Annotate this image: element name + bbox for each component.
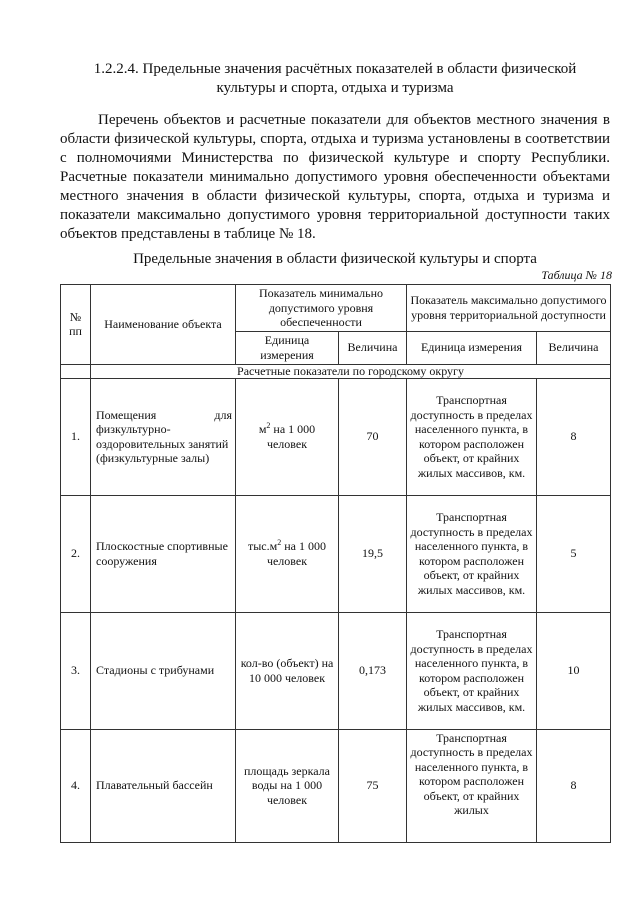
paragraph-line: объектов представлены в таблице № 18. (60, 226, 316, 242)
intro-paragraph (60, 111, 610, 244)
table-number: Таблица № 18 (541, 268, 612, 282)
indicators-table (60, 284, 611, 843)
paragraph-line: области физической культуры, спорта, отдыха и туризма установлены в соответствии (60, 131, 610, 147)
row-value-2: 8 (537, 729, 611, 842)
table-caption: Предельные значения в области физической культуры и спорта (133, 251, 537, 267)
row-name (91, 378, 236, 495)
row-num: 4. (61, 729, 91, 842)
header-value-2: Величина (537, 331, 611, 364)
table-row (61, 729, 611, 842)
row-name-rest: физкультурно-оздоровительных занятий (физкультурные залы) (96, 422, 229, 465)
paragraph-line: Расчетные показатели минимально допустимого уровня обеспеченности объектами (60, 169, 610, 185)
unit-main: м (258, 422, 267, 436)
table-row (61, 612, 611, 729)
unit-superscript: 2 (277, 538, 282, 547)
row-value-1: 75 (339, 729, 407, 842)
heading-line-1: 1.2.2.4. Предельные значения расчётных показателей в области физической (93, 61, 577, 77)
paragraph-line: показатели максимально допустимого уровня территориальной доступности таких (60, 207, 610, 223)
row-value-1: 70 (339, 378, 407, 495)
row-value-2: 8 (537, 378, 611, 495)
row-num: 2. (61, 495, 91, 612)
header-name: Наименование объекта (91, 285, 236, 365)
row-value-1: 19,5 (339, 495, 407, 612)
header-min-provision: Показатель минимально допустимого уровня обеспеченности (236, 285, 407, 332)
row-unit-1 (236, 495, 339, 612)
unit-rest: на 1 000 человек (266, 539, 326, 568)
paragraph-line: Перечень объектов и расчетные показатели для объектов местного значения в (98, 112, 610, 128)
row-unit-2: Транспортная доступность в пределах населенного пункта, в котором расположен объект, от крайних жилых массивов, км. (407, 495, 537, 612)
header-value-1: Величина (339, 331, 407, 364)
row-name: Стадионы с трибунами (91, 612, 236, 729)
section-empty-cell (61, 364, 91, 378)
row-value-2: 10 (537, 612, 611, 729)
row-unit-1: кол-во (объект) на 10 000 человек (236, 612, 339, 729)
unit-rest: на 1 000 человек (266, 422, 316, 451)
header-row (61, 285, 611, 332)
row-unit-2: Транспортная доступность в пределах населенного пункта, в котором расположен объект, от крайних жилых массивов, км. (407, 612, 537, 729)
row-value-2: 5 (537, 495, 611, 612)
unit-superscript: 2 (266, 421, 271, 430)
table-row (61, 495, 611, 612)
paragraph-line: с полномочиями Министерства по физической культуре и спорту Республики. (60, 150, 610, 166)
row-unit-2: Транспортная доступность в пределах населенного пункта, в котором расположен объект, от крайних жилых массивов, км. (407, 378, 537, 495)
row-num: 1. (61, 378, 91, 495)
row-unit-1: площадь зеркала воды на 1 000 человек (236, 729, 339, 842)
row-name: Плоскостные спортивные сооружения (91, 495, 236, 612)
row-unit-1 (236, 378, 339, 495)
row-num: 3. (61, 612, 91, 729)
header-unit-2: Единица измерения (407, 331, 537, 364)
section-title: Расчетные показатели по городскому округу (91, 364, 611, 378)
header-max-accessibility: Показатель максимально допустимого уровня территориальной доступности (407, 285, 611, 332)
section-row (61, 364, 611, 378)
row-name-first-line: Помещения для (96, 407, 232, 422)
row-name: Плавательный бассейн (91, 729, 236, 842)
section-heading (60, 60, 610, 98)
heading-line-2: культуры и спорта, отдыха и туризма (216, 80, 454, 96)
row-value-1: 0,173 (339, 612, 407, 729)
row-unit-2: Транспортная доступность в пределах населенного пункта, в котором расположен объект, от крайних жилых (407, 729, 537, 842)
unit-main: тыс.м (248, 539, 278, 553)
table-row (61, 378, 611, 495)
header-unit-1: Единица измерения (236, 331, 339, 364)
header-num: № пп (61, 285, 91, 365)
paragraph-line: местного значения в области физической культуры, спорта, отдыха и туризма и (60, 188, 610, 204)
